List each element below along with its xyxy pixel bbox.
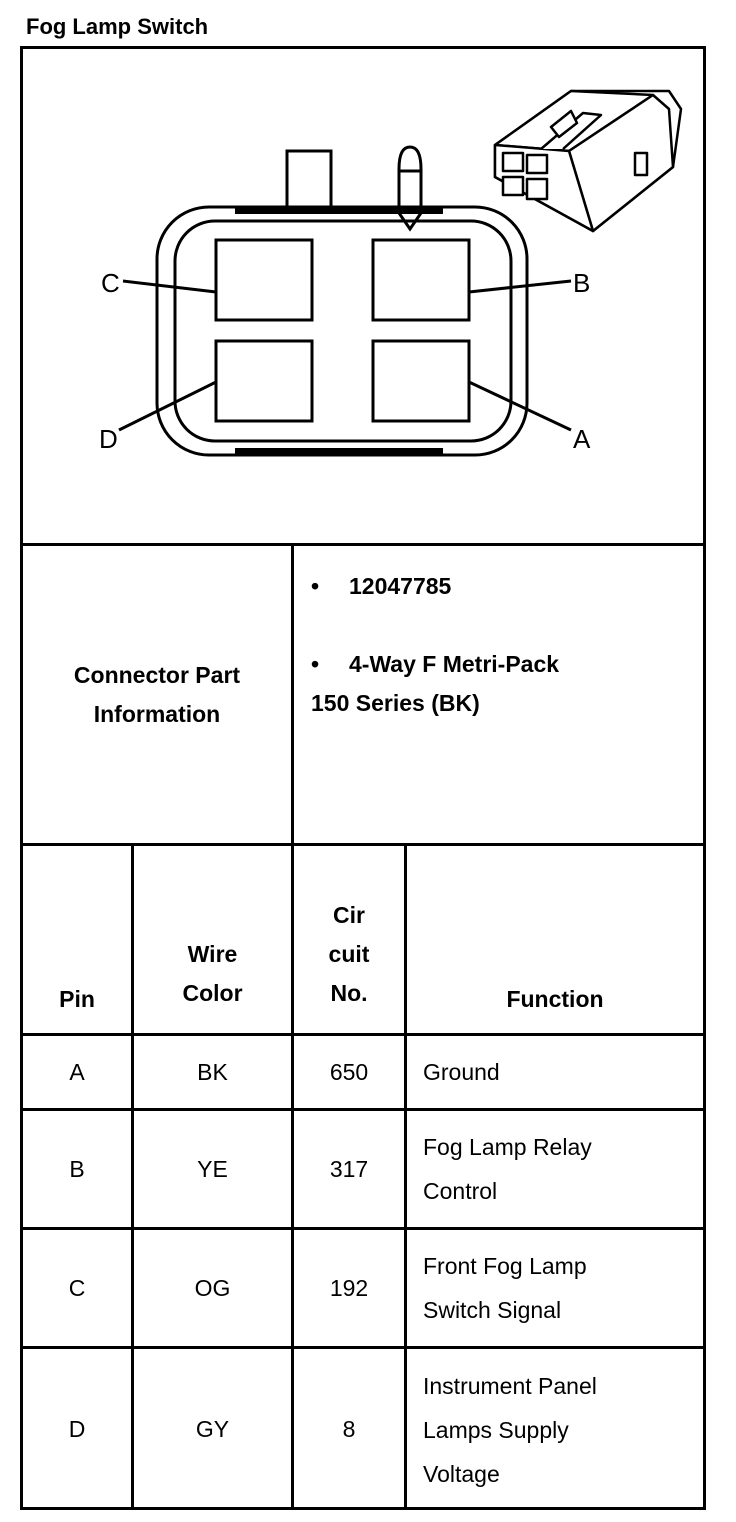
header-circuit-line2: cuit xyxy=(328,941,370,967)
connector-table xyxy=(20,46,706,1510)
row-b-color: YE xyxy=(197,1155,228,1182)
row-c-function-line1: Front Fog Lamp xyxy=(423,1253,587,1279)
header-pin: Pin xyxy=(59,986,95,1012)
header-wire-color-line1: Wire xyxy=(187,941,238,967)
bullet: • xyxy=(311,573,320,599)
header-function: Function xyxy=(506,986,604,1012)
cavity-b xyxy=(373,240,469,320)
row-d-function-line3: Voltage xyxy=(423,1460,500,1487)
row-b-function-line1: Fog Lamp Relay xyxy=(423,1134,592,1160)
header-circuit-line1: Cir xyxy=(333,902,365,928)
pin-label-c: C xyxy=(101,268,120,298)
connector-info-label-line1: Connector Part xyxy=(73,661,241,688)
row-d-function-line1: Instrument Panel xyxy=(423,1372,597,1399)
row-b-circuit: 317 xyxy=(329,1155,369,1182)
pin-label-b: B xyxy=(573,268,591,298)
part-description-line2: 150 Series (BK) xyxy=(311,690,480,716)
row-c-pin: C xyxy=(68,1274,86,1301)
row-d-pin: D xyxy=(68,1416,86,1442)
connector-info-label xyxy=(23,546,291,843)
cavity-a xyxy=(373,341,469,421)
row-d-color: GY xyxy=(195,1416,230,1442)
row-a-color: BK xyxy=(197,1058,228,1085)
key-post xyxy=(399,147,421,229)
row-d-function-line2: Lamps Supply xyxy=(423,1416,569,1443)
pin-label-a: A xyxy=(573,424,591,454)
connector-diagram xyxy=(23,49,703,545)
row-a-pin: A xyxy=(69,1058,85,1085)
row-a-function-line1: Ground xyxy=(423,1059,500,1085)
row-b-pin: B xyxy=(69,1155,85,1182)
divider xyxy=(291,546,294,846)
cavity-c xyxy=(216,240,312,320)
part-description-line1: 4-Way F Metri-Pack xyxy=(349,651,560,677)
header-wire-color xyxy=(134,846,291,1033)
row-a-function xyxy=(407,1036,703,1108)
latch-tab xyxy=(287,151,331,213)
connector-info-label-line2: Information xyxy=(93,700,221,727)
row-b-function-line2: Control xyxy=(423,1178,498,1204)
part-number: 12047785 xyxy=(349,573,452,599)
row-c-function-line2: Switch Signal xyxy=(423,1297,562,1323)
bullet: • xyxy=(311,651,320,677)
header-circuit-no xyxy=(294,846,404,1033)
connector-housing-outer xyxy=(157,207,527,455)
row-d-circuit: 8 xyxy=(342,1416,356,1442)
row-d-function xyxy=(407,1349,703,1510)
connector-info-values xyxy=(311,567,691,723)
cavity-d xyxy=(216,341,312,421)
connector-3d-view xyxy=(495,91,681,231)
header-wire-color-line2: Color xyxy=(182,980,243,1006)
row-c-function xyxy=(407,1230,703,1346)
connector-housing-inner xyxy=(175,221,511,441)
header-circuit-line3: No. xyxy=(330,980,368,1006)
page-title: Fog Lamp Switch xyxy=(26,14,209,39)
row-c-circuit: 192 xyxy=(329,1274,369,1301)
row-a-circuit: 650 xyxy=(329,1058,369,1085)
pin-label-d: D xyxy=(99,424,118,454)
row-c-color: OG xyxy=(194,1274,231,1301)
row-b-function xyxy=(407,1111,703,1227)
